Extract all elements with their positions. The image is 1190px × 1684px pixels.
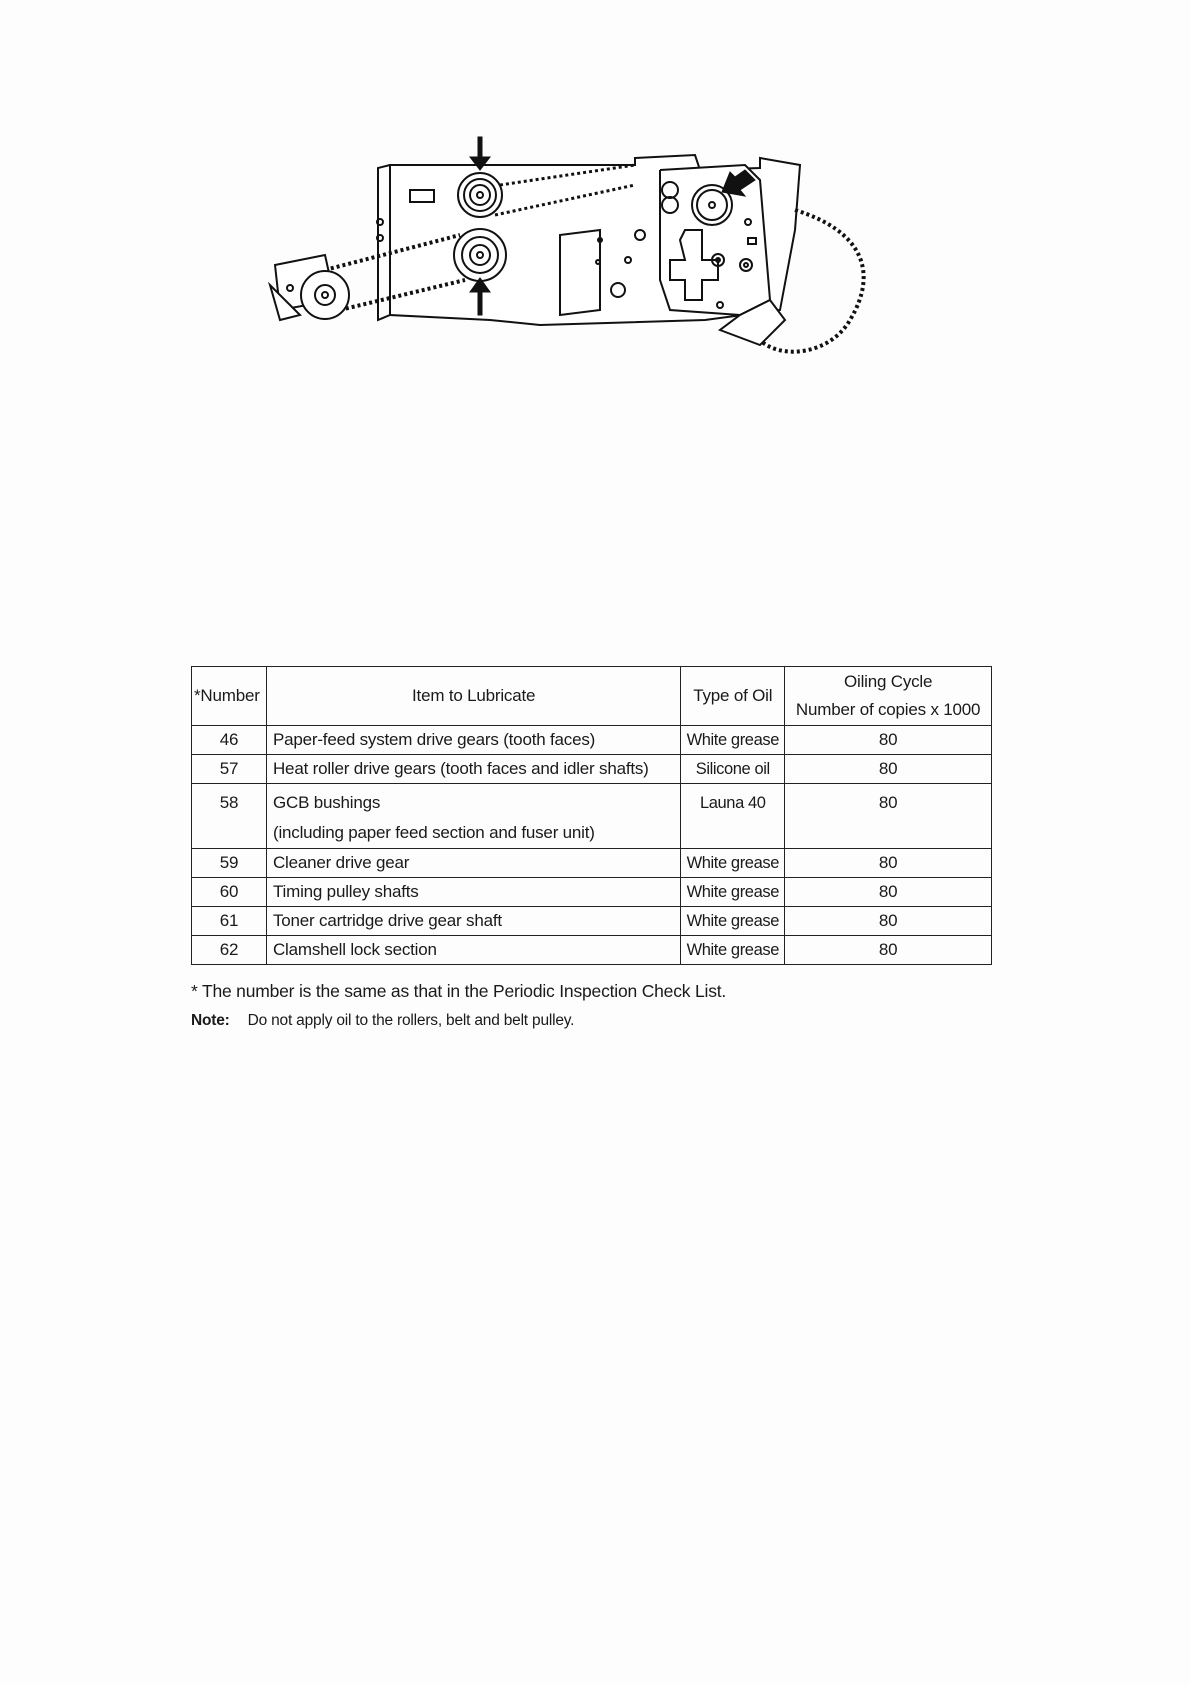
table-row	[192, 755, 992, 784]
row-number: 61	[192, 907, 267, 936]
row-item	[266, 784, 680, 849]
row-number: 58	[192, 784, 267, 849]
row-cycle: 80	[785, 878, 992, 907]
header-cycle-title: Oiling Cycle	[843, 672, 933, 691]
table-row	[192, 907, 992, 936]
row-oil-type: White grease	[681, 878, 785, 907]
row-item: Clamshell lock section	[266, 936, 680, 965]
header-oil-type: Type of Oil	[681, 667, 785, 726]
header-oiling-cycle	[785, 667, 992, 726]
row-item: Timing pulley shafts	[266, 878, 680, 907]
table-row	[192, 784, 992, 849]
header-number: *Number	[192, 667, 267, 726]
note-label: Note:	[191, 1012, 230, 1029]
table-row	[192, 849, 992, 878]
row-cycle: 80	[785, 907, 992, 936]
gear-drive-assembly-illustration	[240, 110, 950, 420]
header-cycle-unit: Number of copies x 1000	[795, 700, 981, 719]
row-cycle: 80	[785, 849, 992, 878]
lubrication-table	[191, 666, 992, 965]
table-row	[192, 726, 992, 755]
row-oil-type: White grease	[681, 849, 785, 878]
row-cycle: 80	[785, 784, 992, 849]
row-oil-type: White grease	[681, 726, 785, 755]
row-item: Heat roller drive gears (tooth faces and idler shafts)	[266, 755, 680, 784]
row-cycle: 80	[785, 755, 992, 784]
row-number: 60	[192, 878, 267, 907]
row-item-line1: GCB bushings	[272, 793, 381, 812]
row-number: 59	[192, 849, 267, 878]
table-row	[192, 878, 992, 907]
row-oil-type: White grease	[681, 936, 785, 965]
row-oil-type: White grease	[681, 907, 785, 936]
table-row	[192, 936, 992, 965]
row-number: 57	[192, 755, 267, 784]
row-item: Cleaner drive gear	[266, 849, 680, 878]
row-number: 62	[192, 936, 267, 965]
row-oil-type: Launa 40	[681, 784, 785, 849]
row-item-line2: (including paper feed section and fuser unit)	[272, 823, 595, 842]
table-header-row	[192, 667, 992, 726]
row-item: Toner cartridge drive gear shaft	[266, 907, 680, 936]
note	[191, 1012, 574, 1030]
row-cycle: 80	[785, 726, 992, 755]
note-text: Do not apply oil to the rollers, belt and belt pulley.	[247, 1012, 575, 1029]
row-cycle: 80	[785, 936, 992, 965]
header-item: Item to Lubricate	[266, 667, 680, 726]
table-footnote: * The number is the same as that in the Periodic Inspection Check List.	[191, 981, 727, 1001]
row-oil-type: Silicone oil	[681, 755, 785, 784]
row-number: 46	[192, 726, 267, 755]
row-item: Paper-feed system drive gears (tooth faces)	[266, 726, 680, 755]
